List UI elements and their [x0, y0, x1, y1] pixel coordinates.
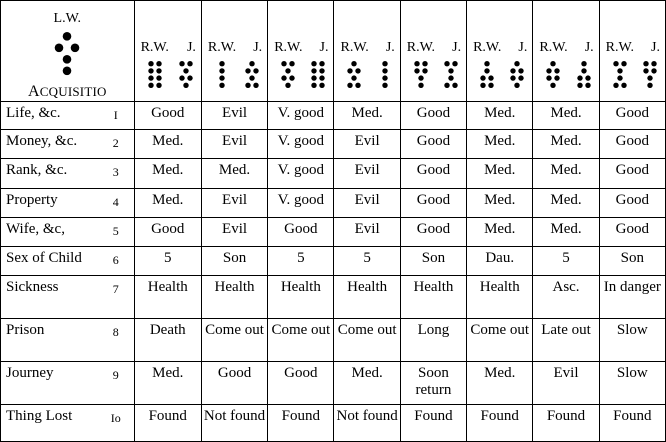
table-cell: Good	[599, 217, 665, 246]
figure-dot	[55, 44, 64, 53]
column-figure-right	[309, 60, 327, 90]
table-cell: Death	[134, 318, 201, 361]
table-cell: Good	[599, 159, 665, 188]
table-cell: Health	[334, 276, 400, 318]
figure-dot	[647, 75, 652, 80]
figure-dot	[219, 83, 224, 88]
figure-dot	[356, 83, 361, 88]
figure-dot	[348, 68, 353, 73]
table-cell: Health	[467, 276, 533, 318]
table-cell: V. good	[268, 159, 334, 188]
row-label: Rank, &c.	[1, 159, 98, 188]
figure-dot	[448, 68, 453, 73]
figure-dot	[183, 68, 188, 73]
table-cell: Evil	[201, 188, 267, 217]
table-cell: Come out	[201, 318, 267, 361]
figure-dot	[617, 75, 622, 80]
figure-dot	[249, 75, 254, 80]
figure-dot	[621, 61, 626, 66]
figure-dot	[219, 61, 224, 66]
table-row	[1, 217, 666, 246]
figure-dot	[647, 83, 652, 88]
table-cell: Med.	[134, 159, 201, 188]
column-figure-right	[508, 60, 526, 90]
figure-dot	[617, 68, 622, 73]
column-header	[268, 1, 334, 102]
figure-dot	[183, 83, 188, 88]
figure-dot	[156, 75, 161, 80]
figure-dot	[511, 75, 516, 80]
figure-dot	[448, 75, 453, 80]
figure-dot	[555, 75, 560, 80]
table-cell: Evil	[334, 159, 400, 188]
table-row	[1, 362, 666, 404]
row-number: 3	[98, 159, 134, 188]
column-figure-right	[243, 60, 261, 90]
table-cell: 5	[134, 247, 201, 276]
figure-dot	[418, 75, 423, 80]
figure-dot	[71, 44, 80, 53]
figure-dot	[444, 61, 449, 66]
table-cell: Asc.	[533, 276, 599, 318]
table-cell: 5	[268, 247, 334, 276]
figure-dot	[187, 61, 192, 66]
table-row	[1, 318, 666, 361]
figure-dot	[613, 61, 618, 66]
figure-dot	[519, 75, 524, 80]
column-figure-left	[345, 60, 363, 90]
row-label: Life, &c.	[1, 101, 98, 129]
table-cell: Good	[201, 362, 267, 404]
table-cell: Son	[400, 247, 466, 276]
column-header-right: J.	[186, 40, 196, 55]
figure-dot	[651, 61, 656, 66]
table-cell: Late out	[533, 318, 599, 361]
column-header-right: J.	[651, 40, 660, 55]
table-cell: Come out	[467, 318, 533, 361]
figure-dot	[452, 61, 457, 66]
table-cell: Good	[134, 217, 201, 246]
figure-dot	[285, 68, 290, 73]
figure-dot	[156, 68, 161, 73]
table-row	[1, 130, 666, 159]
figure-dot	[249, 61, 254, 66]
column-header-left: R.W.	[539, 40, 568, 55]
column-header-right: J.	[253, 40, 263, 55]
row-number: I	[98, 101, 134, 129]
row-label: Money, &c.	[1, 130, 98, 159]
table-cell: Son	[599, 247, 665, 276]
figure-dot	[484, 61, 489, 66]
figure-dot	[312, 61, 317, 66]
table-cell: V. good	[268, 188, 334, 217]
table-cell: Come out	[334, 318, 400, 361]
row-number: 7	[98, 276, 134, 318]
table-cell: Dau.	[467, 247, 533, 276]
table-cell: Evil	[533, 362, 599, 404]
row-number: 6	[98, 247, 134, 276]
table-row	[1, 188, 666, 217]
figure-dot	[480, 75, 485, 80]
table-cell: Health	[134, 276, 201, 318]
figure-dot	[179, 61, 184, 66]
column-header	[201, 1, 267, 102]
table-cell: 5	[334, 247, 400, 276]
figure-dot	[422, 68, 427, 73]
table-row	[1, 276, 666, 318]
figure-dot	[551, 61, 556, 66]
column-header	[599, 1, 665, 102]
table-cell: Found	[268, 404, 334, 441]
figure-dot	[581, 68, 586, 73]
table-cell: Slow	[599, 362, 665, 404]
column-figure-left	[279, 60, 297, 90]
figure-dot	[585, 83, 590, 88]
figure-dot	[488, 83, 493, 88]
figure-dot	[452, 83, 457, 88]
figure-dot	[156, 61, 161, 66]
figure-dot	[63, 55, 72, 64]
column-header	[400, 1, 466, 102]
column-figure-left	[478, 60, 496, 90]
column-header-right: J.	[584, 40, 594, 55]
figure-dot	[551, 83, 556, 88]
column-figure-right	[376, 60, 394, 90]
figure-dot	[515, 61, 520, 66]
figure-dot	[281, 61, 286, 66]
table-cell: Good	[599, 130, 665, 159]
figure-dot	[320, 68, 325, 73]
table-cell: Evil	[201, 130, 267, 159]
figure-dot	[148, 61, 153, 66]
table-cell: Med.	[533, 217, 599, 246]
column-header	[467, 1, 533, 102]
table-cell: Not found	[201, 404, 267, 441]
column-figure-left	[412, 60, 430, 90]
table-row	[1, 159, 666, 188]
figure-dot	[219, 75, 224, 80]
corner-cell	[1, 1, 135, 102]
table-cell: Med.	[134, 130, 201, 159]
figure-dot	[312, 75, 317, 80]
table-cell: Good	[400, 130, 466, 159]
table-cell: Med.	[467, 159, 533, 188]
table-cell: Health	[268, 276, 334, 318]
table-cell: Good	[400, 188, 466, 217]
table-cell: Med.	[467, 362, 533, 404]
table-cell: Come out	[268, 318, 334, 361]
column-figure-left	[544, 60, 562, 90]
column-header-left: R.W.	[274, 40, 303, 55]
figure-dot	[320, 83, 325, 88]
figure-dot	[245, 68, 250, 73]
table-cell: Good	[134, 101, 201, 129]
column-header-left: R.W.	[140, 40, 169, 55]
figure-dot	[515, 83, 520, 88]
table-cell: Evil	[334, 130, 400, 159]
table-cell: Found	[599, 404, 665, 441]
column-header-left: R.W.	[207, 40, 237, 55]
table-cell: Evil	[201, 217, 267, 246]
row-number: 2	[98, 130, 134, 159]
table-cell: Found	[467, 404, 533, 441]
figure-dot	[444, 83, 449, 88]
table-cell: Not found	[334, 404, 400, 441]
figure-dot	[585, 75, 590, 80]
table-row	[1, 247, 666, 276]
column-header-right: J.	[518, 40, 528, 55]
column-header-right: J.	[319, 40, 329, 55]
corner-top-label: L.W.	[53, 11, 82, 26]
figure-dot	[488, 75, 493, 80]
figure-dot	[643, 68, 648, 73]
table-cell: Med.	[334, 362, 400, 404]
figure-dot	[289, 75, 294, 80]
figure-dot	[621, 83, 626, 88]
figure-dot	[253, 68, 258, 73]
figure-dot	[613, 83, 618, 88]
table-cell: Good	[400, 217, 466, 246]
row-number: 5	[98, 217, 134, 246]
table-cell: Med.	[533, 130, 599, 159]
table-cell: Good	[599, 101, 665, 129]
corner-figure	[47, 31, 87, 81]
figure-dot	[281, 75, 286, 80]
table-cell: Good	[268, 362, 334, 404]
figure-dot	[219, 68, 224, 73]
figure-dot	[547, 75, 552, 80]
row-label: Sex of Child	[1, 247, 98, 276]
figure-dot	[312, 83, 317, 88]
figure-dot	[484, 68, 489, 73]
figure-dot	[480, 83, 485, 88]
row-number: 4	[98, 188, 134, 217]
table-cell: In danger	[599, 276, 665, 318]
figure-dot	[245, 83, 250, 88]
table-cell: V. good	[268, 130, 334, 159]
table-cell: Good	[400, 159, 466, 188]
column-figure-right	[442, 60, 460, 90]
table-cell: Found	[533, 404, 599, 441]
row-label: Property	[1, 188, 98, 217]
row-label: Prison	[1, 318, 98, 361]
figure-dot	[253, 83, 258, 88]
table-cell: 5	[533, 247, 599, 276]
table-cell: Med.	[334, 101, 400, 129]
figure-dot	[511, 68, 516, 73]
row-label: Sickness	[1, 276, 98, 318]
table-cell: V. good	[268, 101, 334, 129]
table-cell: Med.	[533, 101, 599, 129]
table-cell: Med.	[467, 130, 533, 159]
column-header	[334, 1, 400, 102]
table-cell: Med.	[134, 362, 201, 404]
table-cell: Found	[400, 404, 466, 441]
table-cell: Good	[400, 101, 466, 129]
row-label: Journey	[1, 362, 98, 404]
row-label: Thing Lost	[1, 404, 98, 441]
figure-dot	[179, 75, 184, 80]
table-cell: Med.	[134, 188, 201, 217]
table-cell: Good	[599, 188, 665, 217]
table-cell: Health	[201, 276, 267, 318]
row-number: Io	[98, 404, 134, 441]
table-cell: Med.	[467, 188, 533, 217]
table-cell: Soon return	[400, 362, 466, 404]
figure-dot	[643, 61, 648, 66]
figure-dot	[352, 61, 357, 66]
figure-dot	[382, 68, 387, 73]
column-figure-left	[146, 60, 164, 90]
figure-dot	[352, 75, 357, 80]
column-figure-right	[177, 60, 195, 90]
row-number: 9	[98, 362, 134, 404]
figure-dot	[63, 67, 72, 76]
column-figure-left	[611, 60, 629, 90]
figure-dot	[148, 83, 153, 88]
column-figure-left	[213, 60, 231, 90]
column-header	[134, 1, 201, 102]
table-cell: Evil	[334, 217, 400, 246]
table-cell: Health	[400, 276, 466, 318]
figure-dot	[651, 68, 656, 73]
column-header-left: R.W.	[340, 40, 369, 55]
column-figure-right	[575, 60, 593, 90]
figure-dot	[312, 68, 317, 73]
figure-dot	[547, 68, 552, 73]
corner-title: ACQUISITIO	[28, 83, 107, 100]
row-label: Wife, &c,	[1, 217, 98, 246]
column-figure-right	[641, 60, 659, 90]
table-cell: Med.	[467, 217, 533, 246]
figure-dot	[519, 68, 524, 73]
figure-dot	[148, 75, 153, 80]
table-cell: Med.	[533, 188, 599, 217]
table-cell: Slow	[599, 318, 665, 361]
figure-dot	[577, 75, 582, 80]
figure-dot	[422, 61, 427, 66]
column-header-left: R.W.	[473, 40, 502, 55]
table-cell: Evil	[201, 101, 267, 129]
figure-dot	[414, 68, 419, 73]
table-row	[1, 404, 666, 441]
figure-dot	[382, 75, 387, 80]
table-cell: Evil	[334, 188, 400, 217]
table-cell: Found	[134, 404, 201, 441]
figure-dot	[187, 75, 192, 80]
column-header-left: R.W.	[605, 40, 634, 55]
figure-dot	[148, 68, 153, 73]
figure-dot	[382, 83, 387, 88]
table-row	[1, 101, 666, 129]
table-cell: Med.	[201, 159, 267, 188]
figure-dot	[414, 61, 419, 66]
figure-dot	[555, 68, 560, 73]
table-cell: Good	[268, 217, 334, 246]
figure-dot	[156, 83, 161, 88]
figure-dot	[320, 61, 325, 66]
header-row	[1, 1, 666, 102]
table-cell: Son	[201, 247, 267, 276]
column-header-right: J.	[385, 40, 395, 55]
figure-dot	[382, 61, 387, 66]
figure-dot	[320, 75, 325, 80]
figure-dot	[285, 83, 290, 88]
figure-dot	[348, 83, 353, 88]
figure-dot	[581, 61, 586, 66]
figure-dot	[418, 83, 423, 88]
figure-dot	[577, 83, 582, 88]
figure-dot	[63, 32, 72, 41]
column-header-right: J.	[452, 40, 462, 55]
column-header	[533, 1, 599, 102]
table-cell: Med.	[533, 159, 599, 188]
table-cell: Med.	[467, 101, 533, 129]
figure-dot	[289, 61, 294, 66]
table-cell: Long	[400, 318, 466, 361]
figure-dot	[356, 68, 361, 73]
column-header-left: R.W.	[406, 40, 436, 55]
row-number: 8	[98, 318, 134, 361]
